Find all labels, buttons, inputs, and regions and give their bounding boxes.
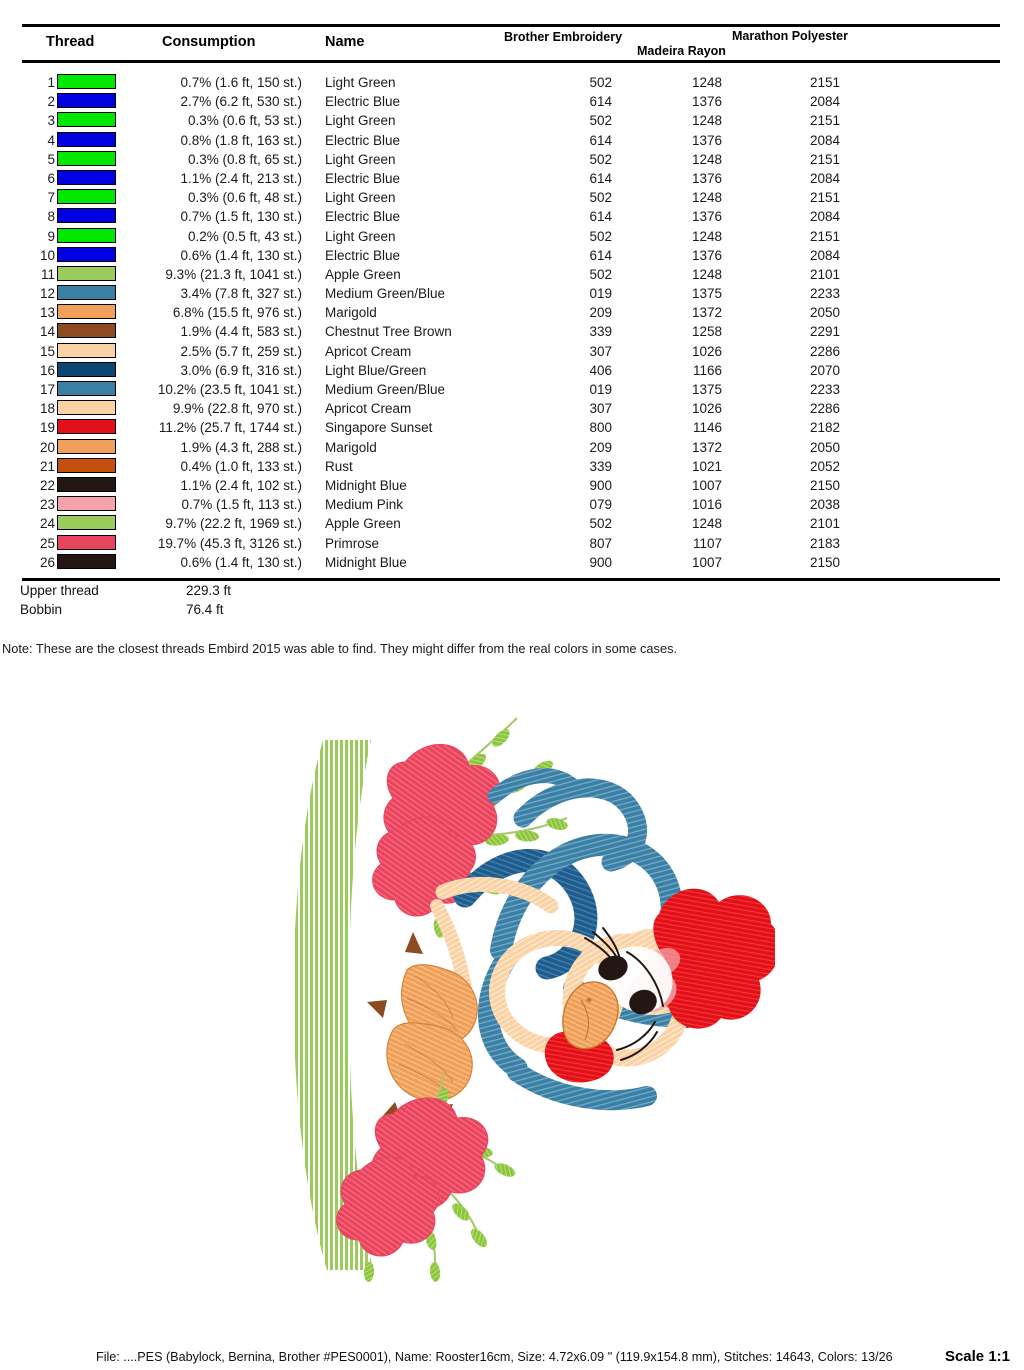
thread-color-swatch xyxy=(57,362,116,377)
table-row xyxy=(22,265,1000,284)
table-row xyxy=(22,361,1000,380)
thread-code-brother: 614 xyxy=(589,209,612,225)
thread-code-marathon: 2150 xyxy=(809,477,840,493)
thread-index: 5 xyxy=(47,151,55,167)
thread-name: Marigold xyxy=(325,439,377,455)
thread-color-swatch xyxy=(57,285,116,300)
thread-consumption: 0.7% (1.5 ft, 113 st.) xyxy=(181,497,302,513)
table-row xyxy=(22,438,1000,457)
thread-color-swatch xyxy=(57,439,116,454)
thread-color-swatch xyxy=(57,496,116,511)
thread-name: Electric Blue xyxy=(325,170,401,186)
table-header-row xyxy=(22,27,1000,60)
thread-name: Electric Blue xyxy=(325,209,401,225)
thread-color-swatch xyxy=(57,228,116,243)
thread-code-madeira: 1375 xyxy=(691,286,722,302)
thread-consumption: 3.0% (6.9 ft, 316 st.) xyxy=(180,362,302,378)
file-info-text: File: ....PES (Babylock, Bernina, Brother #PES0001), Name: Rooster16cm, Size: 4.72x6.09 " (119.9x154.8 mm), Stitches: 14643, Colors: 13/26 xyxy=(96,1350,893,1364)
thread-color-swatch xyxy=(57,323,116,338)
thread-code-madeira: 1016 xyxy=(691,497,722,513)
thread-code-marathon: 2151 xyxy=(809,190,840,206)
thread-consumption: 0.3% (0.8 ft, 65 st.) xyxy=(187,151,302,167)
thread-index: 21 xyxy=(39,458,55,474)
scale-label: Scale 1:1 xyxy=(944,1348,1010,1365)
thread-code-madeira: 1107 xyxy=(692,535,722,551)
thread-color-swatch xyxy=(57,170,116,185)
thread-code-marathon: 2084 xyxy=(809,132,840,148)
thread-code-marathon: 2151 xyxy=(809,113,840,129)
thread-index: 23 xyxy=(39,497,55,513)
thread-code-marathon: 2286 xyxy=(809,401,840,417)
table-row xyxy=(22,227,1000,246)
thread-name: Singapore Sunset xyxy=(325,420,433,436)
thread-color-swatch xyxy=(57,458,116,473)
thread-code-marathon: 2151 xyxy=(809,75,840,90)
thread-consumption: 9.9% (22.8 ft, 970 st.) xyxy=(172,401,302,417)
thread-index: 12 xyxy=(39,286,55,302)
thread-code-madeira: 1372 xyxy=(691,305,722,321)
thread-consumption: 1.9% (4.4 ft, 583 st.) xyxy=(180,324,302,340)
thread-index: 20 xyxy=(39,439,55,455)
table-row xyxy=(22,150,1000,169)
thread-code-marathon: 2291 xyxy=(809,324,840,340)
thread-code-madeira: 1146 xyxy=(692,420,722,436)
thread-index: 13 xyxy=(39,305,55,321)
thread-name: Midnight Blue xyxy=(325,477,407,493)
thread-name: Rust xyxy=(325,458,353,474)
thread-consumption: 0.6% (1.4 ft, 130 st.) xyxy=(180,554,302,570)
thread-color-swatch xyxy=(57,477,116,492)
thread-code-brother: 502 xyxy=(589,266,612,282)
thread-code-marathon: 2101 xyxy=(809,266,840,282)
thread-color-swatch xyxy=(57,535,116,550)
thread-index: 3 xyxy=(47,113,55,129)
table-row xyxy=(22,380,1000,399)
thread-code-brother: 339 xyxy=(589,324,612,340)
thread-code-marathon: 2070 xyxy=(809,362,840,378)
thread-name: Apricot Cream xyxy=(325,343,412,359)
thread-code-madeira: 1372 xyxy=(691,439,722,455)
thread-index: 2 xyxy=(47,94,55,110)
thread-color-swatch xyxy=(57,247,116,262)
thread-code-marathon: 2151 xyxy=(809,228,840,244)
table-row xyxy=(22,188,1000,207)
thread-color-swatch xyxy=(57,151,116,166)
total-value: 229.3 ft xyxy=(186,583,232,598)
thread-code-marathon: 2084 xyxy=(809,94,840,110)
thread-code-brother: 209 xyxy=(589,439,612,455)
thread-color-swatch xyxy=(57,419,116,434)
thread-code-madeira: 1248 xyxy=(691,113,722,129)
table-row xyxy=(22,73,1000,92)
table-row xyxy=(22,169,1000,188)
thread-name: Electric Blue xyxy=(325,247,401,263)
thread-consumption: 1.1% (2.4 ft, 213 st.) xyxy=(180,170,302,186)
thread-name: Electric Blue xyxy=(325,132,401,148)
design-preview xyxy=(255,700,775,1300)
thread-code-brother: 614 xyxy=(589,170,612,186)
thread-code-madeira: 1026 xyxy=(691,401,722,417)
table-body xyxy=(22,63,1000,578)
thread-consumption: 1.9% (4.3 ft, 288 st.) xyxy=(180,439,302,455)
thread-consumption: 6.8% (15.5 ft, 976 st.) xyxy=(172,305,302,321)
thread-color-swatch xyxy=(57,554,116,569)
thread-code-brother: 614 xyxy=(589,94,612,110)
table-row xyxy=(22,418,1000,437)
thread-consumption: 0.8% (1.8 ft, 163 st.) xyxy=(180,132,302,148)
table-row xyxy=(22,207,1000,226)
thread-name: Primrose xyxy=(325,535,380,551)
thread-name: Marigold xyxy=(325,305,377,321)
total-value: 76.4 ft xyxy=(186,602,224,617)
closest-threads-note: Note: These are the closest threads Embird 2015 was able to find. They might differ from the real colors in some cases. xyxy=(2,641,678,656)
thread-index: 10 xyxy=(39,247,55,263)
thread-index: 4 xyxy=(47,132,55,148)
thread-code-brother: 209 xyxy=(589,305,612,321)
thread-index: 1 xyxy=(47,75,55,90)
thread-code-madeira: 1258 xyxy=(691,324,722,340)
thread-index: 26 xyxy=(39,554,55,570)
thread-consumption: 19.7% (45.3 ft, 3126 st.) xyxy=(157,535,302,551)
thread-code-brother: 614 xyxy=(589,132,612,148)
thread-name: Light Blue/Green xyxy=(325,362,427,378)
thread-code-brother: 502 xyxy=(589,190,612,206)
thread-code-madeira: 1248 xyxy=(691,75,722,90)
thread-color-swatch xyxy=(57,515,116,530)
thread-color-swatch xyxy=(57,343,116,358)
column-header-madeira: Madeira Rayon xyxy=(637,44,726,58)
thread-consumption: 0.3% (0.6 ft, 48 st.) xyxy=(187,190,302,206)
thread-code-marathon: 2182 xyxy=(809,420,840,436)
thread-code-madeira: 1376 xyxy=(691,94,722,110)
thread-table xyxy=(22,24,1000,581)
thread-name: Apricot Cream xyxy=(325,401,412,417)
thread-index: 17 xyxy=(39,382,55,397)
thread-code-marathon: 2151 xyxy=(809,151,840,167)
table-bottom-rule xyxy=(22,578,1000,581)
thread-code-marathon: 2050 xyxy=(809,305,840,321)
thread-code-brother: 900 xyxy=(589,554,612,570)
thread-code-brother: 614 xyxy=(589,247,612,263)
thread-index: 18 xyxy=(39,401,55,417)
thread-consumption: 0.7% (1.6 ft, 150 st.) xyxy=(180,75,302,90)
thread-consumption: 0.4% (1.0 ft, 133 st.) xyxy=(180,458,302,474)
thread-code-marathon: 2084 xyxy=(809,209,840,225)
thread-color-swatch xyxy=(57,74,116,89)
thread-consumption: 9.7% (22.2 ft, 1969 st.) xyxy=(165,516,302,532)
thread-name: Apple Green xyxy=(325,266,401,282)
thread-index: 14 xyxy=(39,324,55,340)
thread-code-madeira: 1026 xyxy=(691,343,722,359)
thread-code-brother: 800 xyxy=(589,420,612,436)
thread-code-brother: 502 xyxy=(589,516,612,532)
thread-index: 8 xyxy=(47,209,55,225)
column-header-brother: Brother Embroidery xyxy=(504,30,623,44)
thread-index: 25 xyxy=(39,535,55,551)
thread-index: 6 xyxy=(47,170,55,186)
thread-code-madeira: 1248 xyxy=(691,266,722,282)
table-row xyxy=(22,514,1000,533)
thread-index: 9 xyxy=(47,228,55,244)
thread-color-swatch xyxy=(57,208,116,223)
thread-code-brother: 406 xyxy=(589,362,612,378)
table-row xyxy=(22,303,1000,322)
thread-consumption: 0.6% (1.4 ft, 130 st.) xyxy=(180,247,302,263)
column-header-consumption: Consumption xyxy=(162,34,256,50)
thread-code-madeira: 1376 xyxy=(691,209,722,225)
thread-color-swatch xyxy=(57,112,116,127)
total-label: Bobbin xyxy=(20,602,63,617)
thread-code-marathon: 2286 xyxy=(809,343,840,359)
thread-consumption: 2.5% (5.7 ft, 259 st.) xyxy=(180,343,302,359)
thread-index: 24 xyxy=(39,516,55,532)
column-header-thread: Thread xyxy=(46,34,95,50)
thread-code-brother: 502 xyxy=(589,151,612,167)
thread-code-brother: 019 xyxy=(589,286,612,302)
thread-index: 16 xyxy=(39,362,55,378)
thread-index: 22 xyxy=(39,477,55,493)
thread-consumption: 0.3% (0.6 ft, 53 st.) xyxy=(187,113,302,129)
thread-name: Midnight Blue xyxy=(325,554,407,570)
thread-name: Medium Pink xyxy=(325,497,404,513)
thread-code-marathon: 2183 xyxy=(809,535,840,551)
column-header-marathon: Marathon Polyester xyxy=(732,29,849,43)
total-row xyxy=(8,602,508,621)
thread-name: Electric Blue xyxy=(325,94,401,110)
table-row xyxy=(22,534,1000,553)
thread-name: Medium Green/Blue xyxy=(325,382,446,397)
thread-code-brother: 307 xyxy=(589,401,612,417)
thread-consumption: 3.4% (7.8 ft, 327 st.) xyxy=(180,286,302,302)
table-row xyxy=(22,476,1000,495)
thread-color-swatch xyxy=(57,266,116,281)
thread-consumption: 9.3% (21.3 ft, 1041 st.) xyxy=(165,266,302,282)
thread-code-madeira: 1376 xyxy=(691,170,722,186)
thread-name: Light Green xyxy=(325,113,396,129)
thread-consumption: 10.2% (23.5 ft, 1041 st.) xyxy=(157,382,302,397)
thread-code-marathon: 2084 xyxy=(809,247,840,263)
thread-index: 7 xyxy=(47,190,55,206)
table-row xyxy=(22,111,1000,130)
thread-color-swatch xyxy=(57,189,116,204)
total-row xyxy=(8,583,508,602)
thread-code-brother: 502 xyxy=(589,75,612,90)
thread-code-marathon: 2038 xyxy=(809,497,840,513)
table-row xyxy=(22,342,1000,361)
thread-code-madeira: 1021 xyxy=(691,458,722,474)
table-row xyxy=(22,92,1000,111)
thread-code-madeira: 1376 xyxy=(691,132,722,148)
thread-color-swatch xyxy=(57,93,116,108)
thread-code-marathon: 2050 xyxy=(809,439,840,455)
thread-code-brother: 900 xyxy=(589,477,612,493)
thread-code-marathon: 2150 xyxy=(809,554,840,570)
thread-color-swatch xyxy=(57,132,116,147)
thread-code-madeira: 1166 xyxy=(692,362,722,378)
thread-color-swatch xyxy=(57,304,116,319)
thread-color-swatch xyxy=(57,400,116,415)
thread-consumption: 11.2% (25.7 ft, 1744 st.) xyxy=(158,420,302,436)
thread-index: 15 xyxy=(39,343,55,359)
thread-consumption: 0.7% (1.5 ft, 130 st.) xyxy=(180,209,302,225)
thread-totals xyxy=(8,583,508,621)
thread-code-marathon: 2052 xyxy=(809,458,840,474)
thread-code-marathon: 2084 xyxy=(809,170,840,186)
thread-name: Chestnut Tree Brown xyxy=(325,324,452,340)
thread-consumption: 0.2% (0.5 ft, 43 st.) xyxy=(187,228,302,244)
thread-code-madeira: 1375 xyxy=(691,382,722,397)
table-row xyxy=(22,553,1000,572)
thread-consumption: 2.7% (6.2 ft, 530 st.) xyxy=(180,94,302,110)
thread-code-madeira: 1007 xyxy=(691,554,722,570)
thread-code-madeira: 1007 xyxy=(691,477,722,493)
thread-name: Light Green xyxy=(325,190,396,206)
table-row xyxy=(22,457,1000,476)
thread-code-marathon: 2233 xyxy=(809,382,840,397)
column-header-name: Name xyxy=(325,34,365,50)
thread-code-marathon: 2101 xyxy=(809,516,840,532)
thread-code-madeira: 1376 xyxy=(691,247,722,263)
thread-color-swatch xyxy=(57,381,116,396)
thread-code-brother: 339 xyxy=(589,458,612,474)
table-row xyxy=(22,399,1000,418)
table-row xyxy=(22,322,1000,341)
thread-name: Medium Green/Blue xyxy=(325,286,446,302)
thread-name: Light Green xyxy=(325,151,396,167)
thread-name: Apple Green xyxy=(325,516,401,532)
table-row xyxy=(22,131,1000,150)
thread-index: 11 xyxy=(40,266,55,282)
thread-code-madeira: 1248 xyxy=(691,516,722,532)
thread-index: 19 xyxy=(39,420,55,436)
table-row xyxy=(22,246,1000,265)
thread-code-madeira: 1248 xyxy=(691,151,722,167)
thread-name: Light Green xyxy=(325,228,396,244)
page-footer xyxy=(0,1348,1024,1370)
thread-code-brother: 019 xyxy=(589,382,612,397)
thread-code-marathon: 2233 xyxy=(809,286,840,302)
thread-code-madeira: 1248 xyxy=(691,190,722,206)
thread-code-madeira: 1248 xyxy=(691,228,722,244)
thread-consumption: 1.1% (2.4 ft, 102 st.) xyxy=(180,477,302,493)
thread-code-brother: 807 xyxy=(589,535,612,551)
thread-code-brother: 307 xyxy=(589,343,612,359)
table-row xyxy=(22,284,1000,303)
thread-name: Light Green xyxy=(325,75,396,90)
thread-code-brother: 502 xyxy=(589,113,612,129)
table-row xyxy=(22,495,1000,514)
total-label: Upper thread xyxy=(20,583,99,598)
thread-code-brother: 079 xyxy=(589,497,612,513)
thread-code-brother: 502 xyxy=(589,228,612,244)
